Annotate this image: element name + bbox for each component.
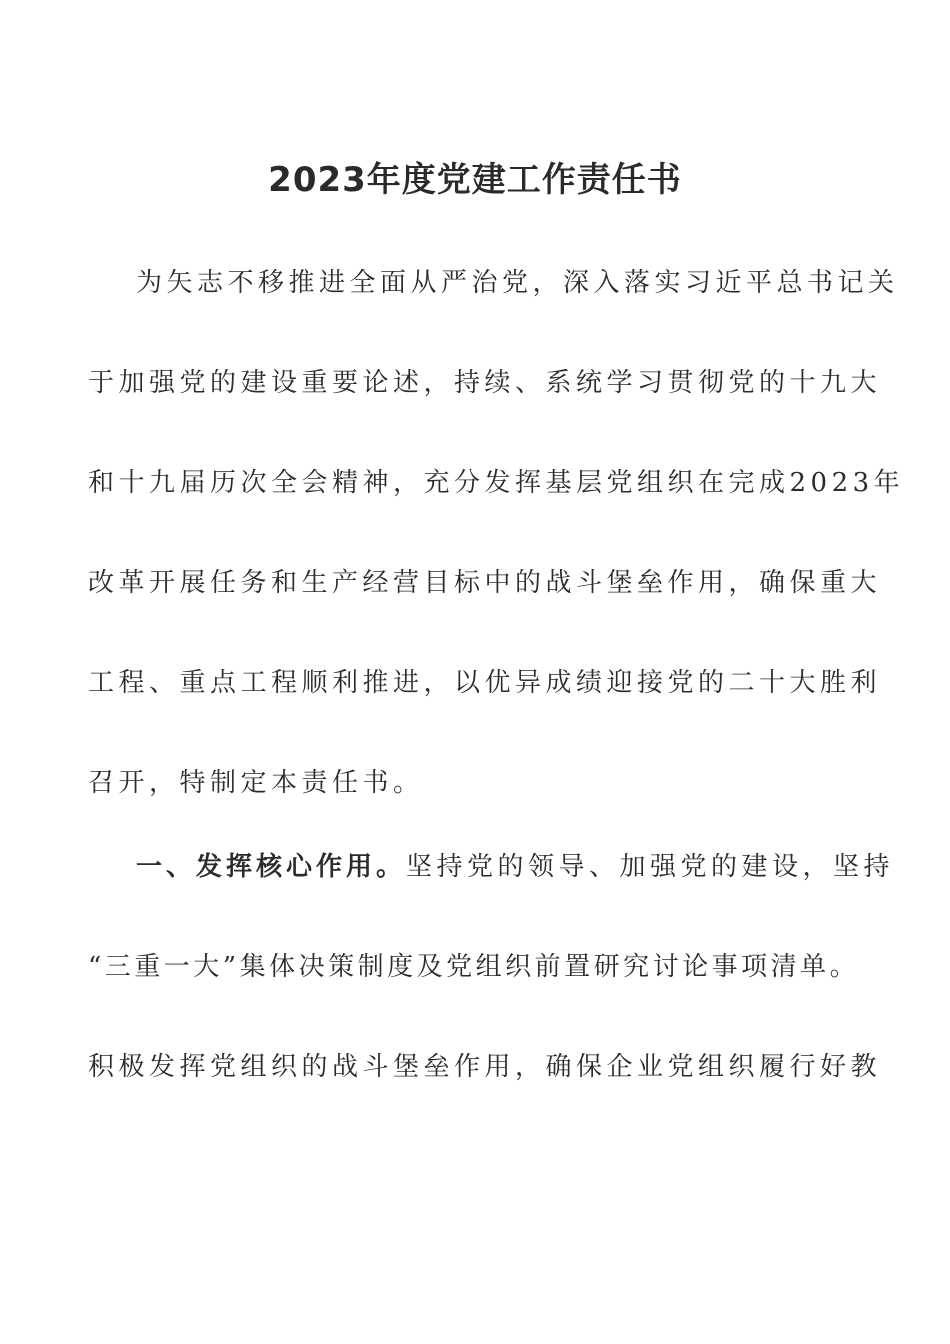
document-title: 2023年度党建工作责任书: [268, 160, 682, 200]
paragraph-line: 和十九届历次全会精神，充分发挥基层党组织在完成2023年: [88, 468, 905, 498]
section-heading: 一、发挥核心作用。: [136, 852, 407, 882]
section-text: 坚持党的领导、加强党的建设，坚持: [406, 852, 895, 882]
paragraph-line: 为矢志不移推进全面从严治党，深入落实习近平总书记关: [136, 268, 899, 298]
paragraph-line: 改革开展任务和生产经营目标中的战斗堡垒作用，确保重大: [88, 568, 882, 598]
paragraph-line: 于加强党的建设重要论述，持续、系统学习贯彻党的十九大: [88, 368, 882, 398]
section-first-line: [136, 846, 894, 883]
paragraph-line: “三重一大”集体决策制度及党组织前置研究讨论事项清单。: [88, 952, 860, 982]
paragraph-line: 工程、重点工程顺利推进，以优异成绩迎接党的二十大胜利: [88, 668, 882, 698]
paragraph-line: 召开，特制定本责任书。: [88, 768, 424, 798]
paragraph-line: 积极发挥党组织的战斗堡垒作用，确保企业党组织履行好教: [88, 1052, 882, 1082]
